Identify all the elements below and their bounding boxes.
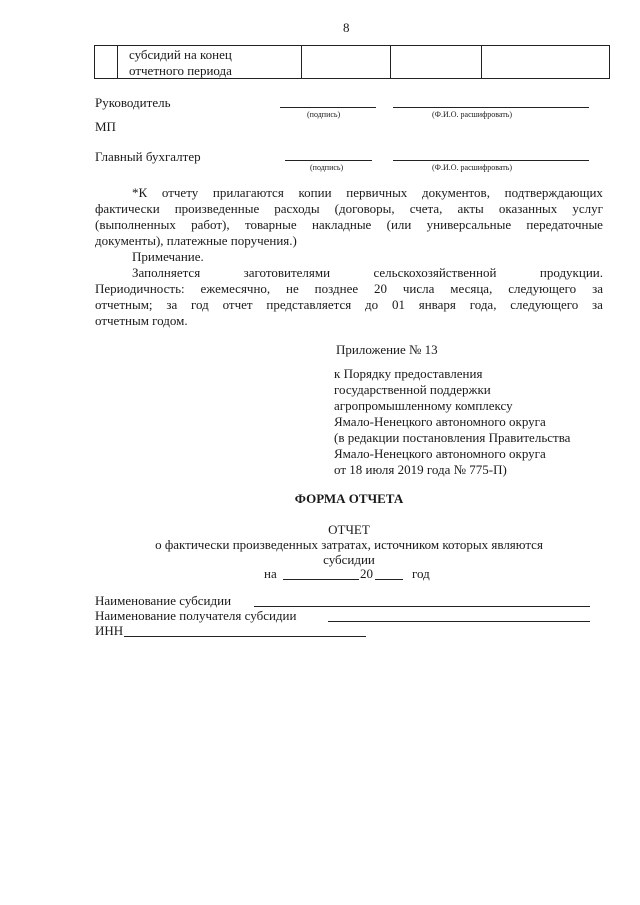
appendix-line: (в редакции постановления Правительства <box>334 430 571 445</box>
remark-title: Примечание. <box>132 249 204 264</box>
date-period-field[interactable] <box>283 579 359 580</box>
head-name-line[interactable] <box>393 107 589 108</box>
recipient-name-field[interactable] <box>328 621 590 622</box>
appendix-line: к Порядку предоставления <box>334 366 483 381</box>
remark-word: сельскохозяйственной <box>373 265 497 280</box>
appendix-line: от 18 июля 2019 года № 775-П) <box>334 462 507 477</box>
note-line: документы), платежные поручения.) <box>95 233 297 248</box>
word: (или <box>386 217 412 232</box>
word: до <box>365 297 379 312</box>
word: позднее <box>314 281 359 296</box>
table-divider <box>481 46 482 78</box>
subsidy-name-field[interactable] <box>254 606 590 607</box>
table-divider <box>390 46 391 78</box>
stamp-label: МП <box>95 119 116 134</box>
appendix-line: агропромышленному комплексу <box>334 398 513 413</box>
note-line <box>95 185 603 201</box>
subsidy-name-label: Наименование субсидии <box>95 593 232 608</box>
word: Периодичность: <box>95 281 185 296</box>
word: ежемесячно, <box>200 281 271 296</box>
note-line <box>95 217 603 233</box>
word: фактически <box>95 201 160 216</box>
word: произведенные <box>174 201 260 216</box>
word: передаточные <box>526 217 603 232</box>
inn-field[interactable] <box>124 636 366 637</box>
date-year-field[interactable] <box>375 579 403 580</box>
word: (договоры, <box>334 201 395 216</box>
word: за <box>166 297 178 312</box>
remark-word: заготовителями <box>243 265 331 280</box>
attachments-note <box>95 185 603 329</box>
table-divider <box>117 46 118 78</box>
word: отчет <box>222 297 253 312</box>
recipient-name-label: Наименование получателя субсидии <box>95 608 297 623</box>
word: первичных <box>346 185 408 200</box>
word: счета, <box>409 201 443 216</box>
inn-label: ИНН <box>95 623 124 638</box>
word: товарные <box>244 217 297 232</box>
remark-line <box>95 297 603 313</box>
table-divider <box>301 46 302 78</box>
signature-caption: (подпись) <box>310 163 344 172</box>
accountant-name-line[interactable] <box>393 160 589 161</box>
word: числа <box>402 281 435 296</box>
word: подтверждающих <box>504 185 603 200</box>
report-subtitle-line2: субсидии <box>323 552 375 567</box>
word: расходы <box>274 201 320 216</box>
report-title: ОТЧЕТ <box>328 522 370 537</box>
word: *К <box>132 185 148 200</box>
word: следующего <box>510 297 579 312</box>
remark-line-1 <box>95 265 603 281</box>
expense-table-fragment <box>94 45 610 79</box>
word: 01 <box>391 297 405 312</box>
word: прилагаются <box>212 185 284 200</box>
head-label: Руководитель <box>95 95 171 110</box>
appendix-line: государственной поддержки <box>334 382 491 397</box>
date-year-prefix: 20 <box>360 566 373 581</box>
word: акты <box>457 201 484 216</box>
word: оказанных <box>498 201 558 216</box>
word: за <box>592 281 603 296</box>
word: представляется <box>266 297 352 312</box>
appendix-title: Приложение № 13 <box>336 342 438 357</box>
remark-word: Заполняется <box>132 265 201 280</box>
appendix-line: Ямало-Ненецкого автономного округа <box>334 446 546 461</box>
accountant-signature-line[interactable] <box>285 160 372 161</box>
word: за <box>592 297 603 312</box>
word: года, <box>469 297 497 312</box>
word: следующего <box>508 281 577 296</box>
head-signature-line[interactable] <box>280 107 376 108</box>
report-subtitle-line1: о фактически произведенных затратах, источником которых являются <box>155 537 543 552</box>
note-line <box>95 201 603 217</box>
word: документов, <box>422 185 490 200</box>
appendix-reference <box>334 366 570 478</box>
word: отчетным; <box>95 297 153 312</box>
remark-line <box>95 281 603 297</box>
date-suffix: год <box>412 566 430 581</box>
table-row-label-line1: субсидий на конец <box>129 47 232 62</box>
word: отчету <box>161 185 199 200</box>
table-row-label-line2: отчетного периода <box>129 63 232 78</box>
remark-line: отчетным годом. <box>95 313 188 328</box>
word: накладные <box>311 217 372 232</box>
word: копии <box>298 185 332 200</box>
word: января <box>418 297 456 312</box>
word: месяца, <box>450 281 493 296</box>
word: (выполненных <box>95 217 176 232</box>
word: год <box>191 297 209 312</box>
date-prefix: на <box>264 566 277 581</box>
accountant-label: Главный бухгалтер <box>95 149 201 164</box>
word: работ), <box>191 217 230 232</box>
table-row-label <box>129 47 232 79</box>
word: универсальные <box>426 217 512 232</box>
word: услуг <box>572 201 603 216</box>
name-caption: (Ф.И.О. расшифровать) <box>432 163 513 172</box>
word: не <box>286 281 299 296</box>
remark-word: продукции. <box>539 265 603 280</box>
signature-caption: (подпись) <box>307 110 341 119</box>
appendix-line: Ямало-Ненецкого автономного округа <box>334 414 546 429</box>
name-caption: (Ф.И.О. расшифровать) <box>432 110 513 119</box>
word: 20 <box>374 281 387 296</box>
page-number: 8 <box>343 20 350 35</box>
form-heading: ФОРМА ОТЧЕТА <box>294 491 404 506</box>
